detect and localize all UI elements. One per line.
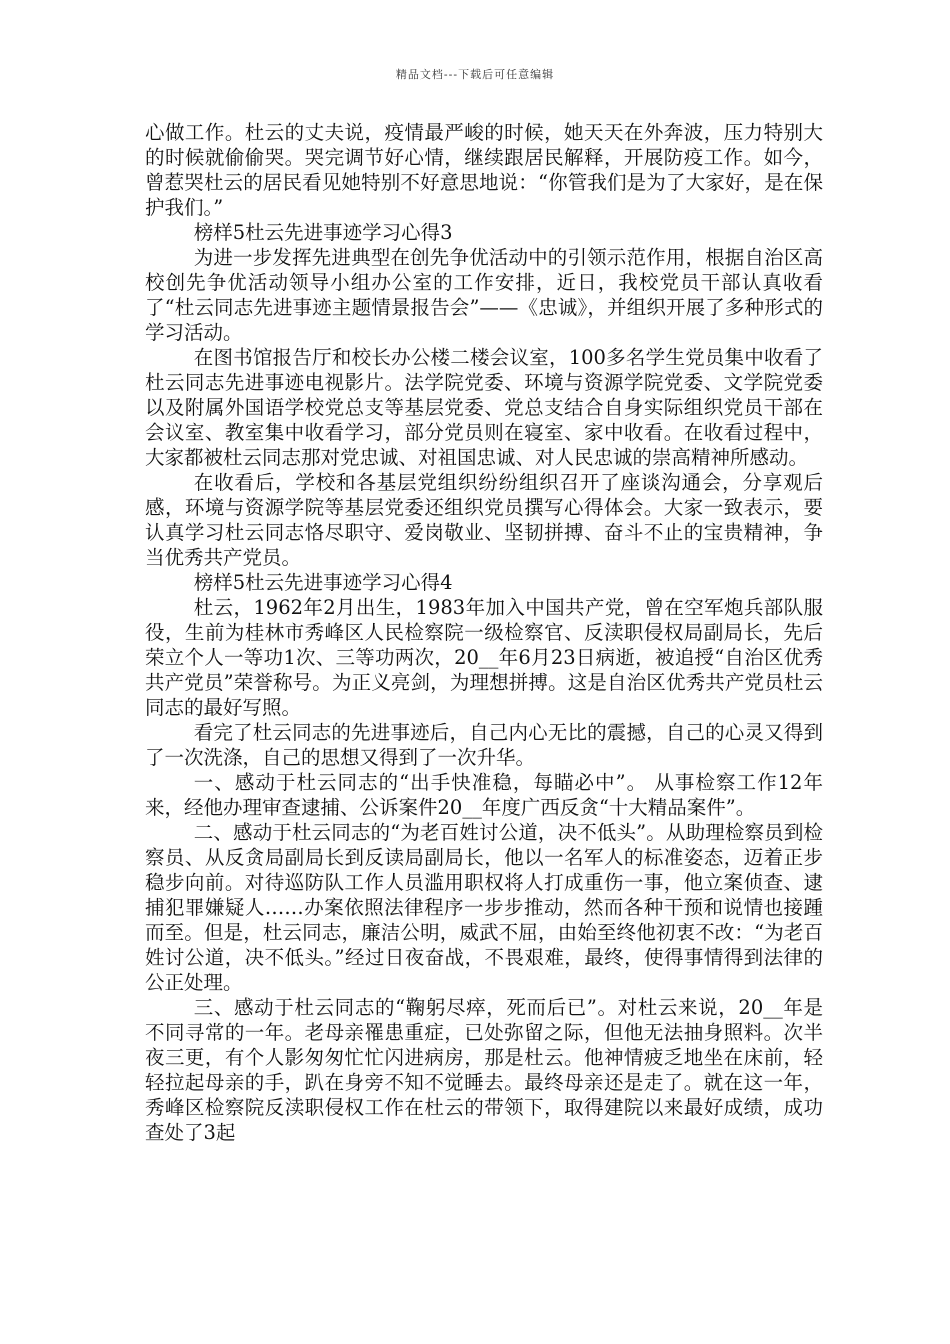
section-heading-4: 榜样5杜云先进事迹学习心得4: [193, 571, 453, 594]
paragraph: 看完了杜云同志的先进事迹后，自己内心无比的震撼，自己的心灵又得到了一次洗涤，自己的思想又得到了一次升华。: [145, 721, 823, 769]
paragraph: 为进一步发挥先进典型在创先争优活动中的引领示范作用，根据自治区高校创先争优活动领导小组办公室的工作安排，近日，我校党员干部认真收看了“杜云同志先进事迹主题情景报告会”——《忠诚》，并组织开展了多种形式的学习活动。: [145, 246, 823, 344]
paragraph: 在收看后，学校和各基层党组织纷纷组织召开了座谈沟通会，分享观后感，环境与资源学院等基层党委还组织党员撰写心得体会。大家一致表示，要认真学习杜云同志恪尽职守、爱岗敬业、坚韧拼搏、奋斗不止的宝贵精神，争当优秀共产党员。: [145, 471, 823, 569]
page-header: 精品文档---下载后可任意编辑: [395, 68, 555, 81]
document-body: [145, 120, 823, 1145]
paragraph: 在图书馆报告厅和校长办公楼二楼会议室，100多名学生党员集中收看了杜云同志先进事迹电视影片。法学院党委、环境与资源学院党委、文学院党委以及附属外国语学校党总支等基层党委、党总支结合自身实际组织党员干部在会议室、教室集中收看学习，部分党员则在寝室、家中收看。在收看过程中，大家都被杜云同志那对党忠诚、对祖国忠诚、对人民忠诚的崇高精神所感动。: [145, 346, 823, 469]
paragraph: 一、感动于杜云同志的“出手快准稳，每瞄必中”。 从事检察工作12年来，经他办理审查逮捕、公诉案件20__年度广西反贪“十大精品案件”。: [145, 771, 823, 819]
paragraph: 杜云，1962年2月出生，1983年加入中国共产党，曾在空军炮兵部队服役，生前为桂林市秀峰区人民检察院一级检察官、反渎职侵权局副局长，先后荣立个人一等功1次、三等功两次，20__年6月23日病逝，被追授“自治区优秀共产党员”荣誉称号。为正义亮剑，为理想拼搏。这是自治区优秀共产党员杜云同志的最好写照。: [145, 596, 823, 719]
paragraph-continuation: 心做工作。杜云的丈夫说，疫情最严峻的时候，她天天在外奔波，压力特别大的时候就偷偷哭。哭完调节好心情，继续跟居民解释，开展防疫工作。如今，曾惹哭杜云的居民看见她特别不好意思地说：“你管我们是为了大家好，是在保护我们。”: [145, 121, 823, 219]
section-heading-3: 榜样5杜云先进事迹学习心得3: [193, 221, 453, 244]
paragraph: 二、感动于杜云同志的“为老百姓讨公道，决不低头”。从助理检察员到检察员、从反贪局副局长到反读局副局长，他以一名军人的标准姿态，迈着正步稳步向前。对待巡防队工作人员滥用职权将人打成重伤一事，他立案侦查、逮捕犯罪嫌疑人……办案依照法律程序一步步推动，然而各种干预和说情也接踵而至。但是，杜云同志，廉洁公明，威武不屈，由始至终他初衷不改：“为老百姓讨公道，决不低头。”经过日夜奋战，不畏艰难，最终，使得事情得到法律的公正处理。: [145, 821, 823, 994]
paragraph: 三、感动于杜云同志的“鞠躬尽瘁，死而后已”。对杜云来说，20__年是不同寻常的一年。老母亲罹患重症，已处弥留之际，但他无法抽身照料。次半夜三更，有个人影匆匆忙忙闪进病房，那是杜云。他神情疲乏地坐在床前，轻轻拉起母亲的手，趴在身旁不知不觉睡去。最终母亲还是走了。就在这一年，秀峰区检察院反渎职侵权工作在杜云的带领下，取得建院以来最好成绩，成功查处了3起: [145, 996, 823, 1144]
